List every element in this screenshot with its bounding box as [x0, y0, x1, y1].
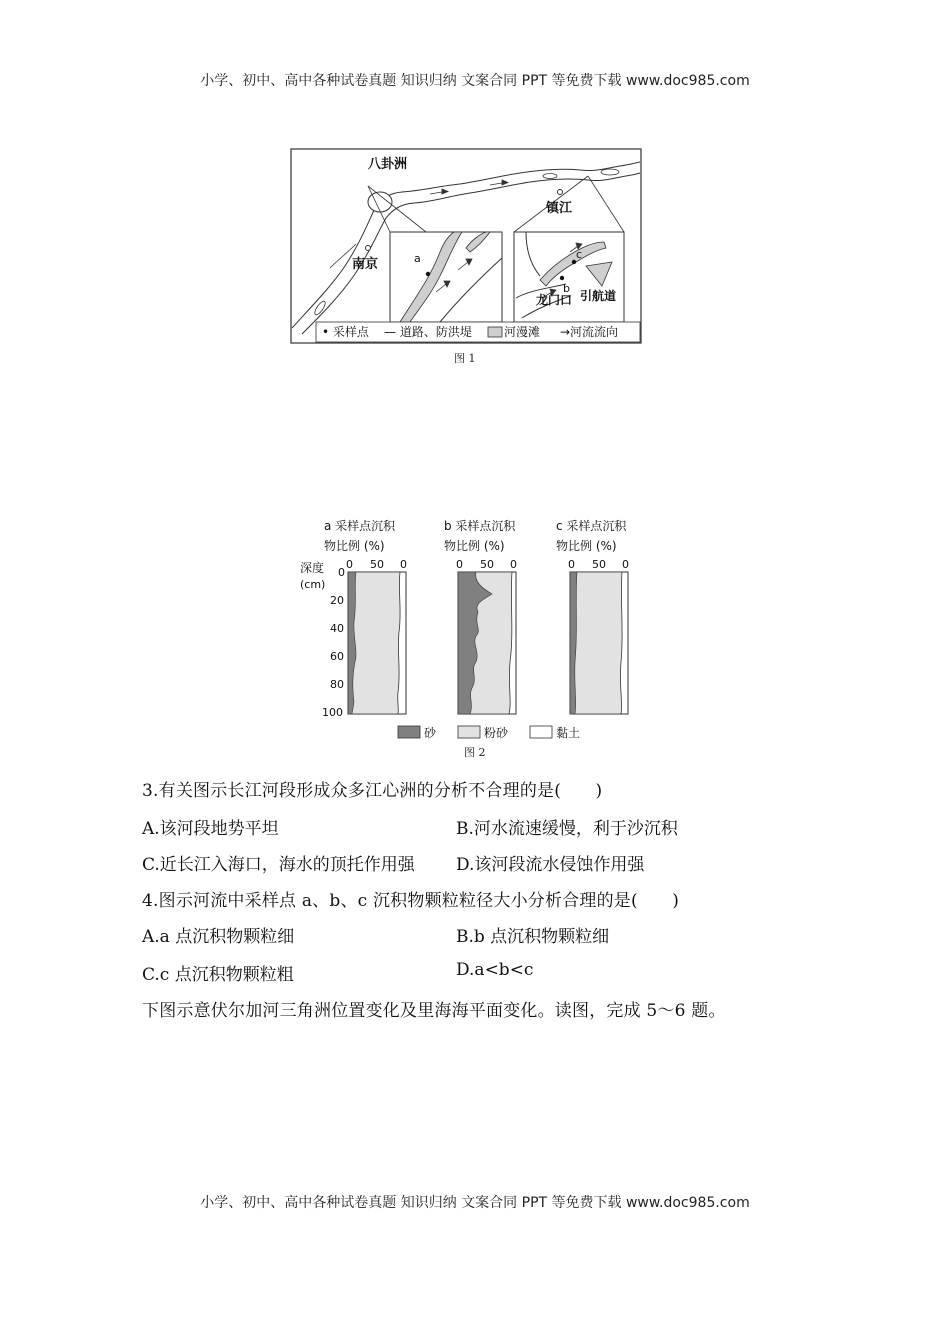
- question-4-option-a: A.a 点沉积物颗粒细: [142, 927, 295, 947]
- label-baguazhou: 八卦洲: [368, 157, 408, 172]
- question-3-option-d: D.该河段流水侵蚀作用强: [456, 855, 645, 875]
- question-4-option-c: C.c 点沉积物颗粒粗: [142, 965, 294, 985]
- depth-label: 深度: [300, 561, 325, 575]
- col-a-title-1: a 采样点沉积: [324, 519, 396, 533]
- question-3-option-c: C.近长江入海口，海水的顶托作用强: [142, 855, 415, 875]
- depth-tick-40: 40: [330, 622, 344, 635]
- page-footer: 小学、初中、高中各种试卷真题 知识归纳 文案合同 PPT 等免费下载 www.doc985.com: [200, 1195, 750, 1211]
- col-c-tick-0: 0: [568, 558, 575, 571]
- label-zhenjiang: 镇江: [546, 201, 573, 216]
- legend-floodplain: 河漫滩: [504, 325, 541, 339]
- col-b-title-2: 物比例 (%): [444, 539, 505, 553]
- legend-silt-swatch: [458, 726, 480, 738]
- col-b-tick-0: 0: [456, 558, 463, 571]
- legend-road: — 道路、防洪堤: [384, 325, 472, 339]
- figure-1-caption: 图 1: [454, 352, 476, 365]
- label-nanjing: 南京: [352, 257, 379, 272]
- question-3-stem: 3.有关图示长江河段形成众多江心洲的分析不合理的是( ): [142, 781, 603, 801]
- legend-sand-swatch: [398, 726, 420, 738]
- legend-clay-swatch: [530, 726, 552, 738]
- column-b: [456, 558, 517, 714]
- label-longmenkou: 龙门口: [536, 293, 573, 307]
- col-b-tick-100: 0: [510, 558, 517, 571]
- col-a-tick-0: 0: [346, 558, 353, 571]
- legend-sample-point: • 采样点: [322, 325, 369, 339]
- figure-2-caption: 图 2: [464, 746, 486, 759]
- depth-tick-20: 20: [330, 594, 344, 607]
- figure-2-sediment-columns: [296, 512, 656, 752]
- column-c: [568, 558, 629, 714]
- question-3-option-b: B.河水流速缓慢，利于沙沉积: [456, 819, 678, 839]
- legend-sand: 砂: [424, 726, 437, 740]
- question-3-option-a: A.该河段地势平坦: [142, 819, 279, 839]
- label-c: c: [576, 248, 583, 261]
- question-4-option-b: B.b 点沉积物颗粒细: [456, 927, 610, 947]
- label-b: b: [563, 282, 570, 295]
- figure-1-map: [290, 148, 642, 344]
- question-4-option-d: D.a<b<c: [456, 960, 534, 980]
- col-b-title-1: b 采样点沉积: [444, 519, 516, 533]
- legend-flow: →河流流向: [560, 325, 619, 339]
- depth-tick-60: 60: [330, 650, 344, 663]
- col-c-tick-100: 0: [622, 558, 629, 571]
- col-c-title-1: c 采样点沉积: [556, 519, 627, 533]
- depth-unit: (cm): [300, 578, 326, 591]
- col-c-tick-50: 50: [592, 558, 606, 571]
- column-a: [346, 558, 407, 714]
- question-4-stem: 4.图示河流中采样点 a、b、c 沉积物颗粒粒径大小分析合理的是( ): [142, 891, 680, 911]
- col-a-tick-50: 50: [370, 558, 384, 571]
- depth-tick-0: 0: [338, 566, 345, 579]
- label-yinhangdao: 引航道: [580, 289, 617, 303]
- col-a-silt: [348, 572, 400, 714]
- depth-tick-100: 100: [322, 706, 343, 719]
- page-header: 小学、初中、高中各种试卷真题 知识归纳 文案合同 PPT 等免费下载 www.doc985.com: [200, 73, 750, 89]
- label-a: a: [414, 252, 421, 265]
- legend-floodplain-swatch: [488, 327, 502, 337]
- col-b-tick-50: 50: [480, 558, 494, 571]
- intro-text: 下图示意伏尔加河三角洲位置变化及里海海平面变化。读图，完成 5～6 题。: [142, 1001, 726, 1021]
- col-c-silt: [570, 572, 622, 714]
- col-a-title-2: 物比例 (%): [324, 539, 385, 553]
- col-a-tick-100: 0: [400, 558, 407, 571]
- depth-tick-80: 80: [330, 678, 344, 691]
- col-c-title-2: 物比例 (%): [556, 539, 617, 553]
- legend-silt: 粉砂: [484, 726, 509, 740]
- legend-clay: 黏土: [556, 726, 581, 740]
